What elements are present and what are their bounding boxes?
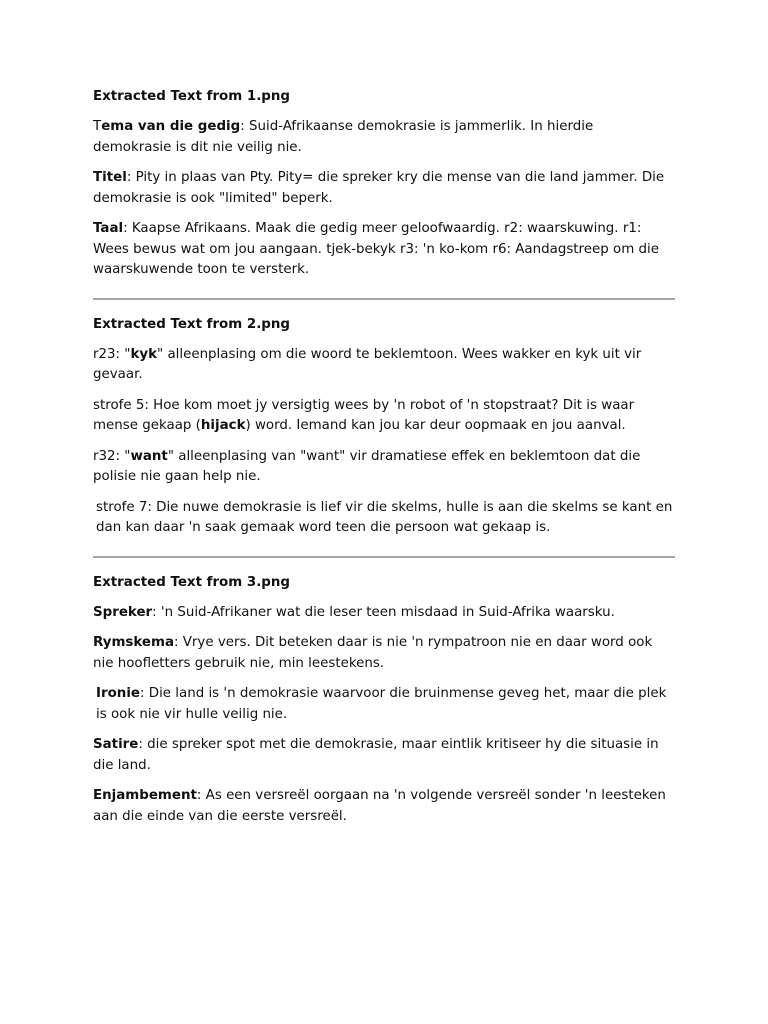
- paragraph-emphasis: hijack: [200, 418, 246, 433]
- paragraph-text-post: " alleenplasing om die woord te beklemtoon. Wees wakker en kyk uit vir gevaar.: [93, 346, 642, 382]
- paragraph-label-prefix: T: [93, 119, 102, 134]
- paragraph-text: : Kaapse Afrikaans. Maak die gedig meer geloofwaardig. r2: waarskuwing. r1: Wees bewus wat om jou aangaan. tjek-bekyk r3: 'n ko-kom r6: Aandagstreep om die waarskuwende toon te versterk.: [93, 221, 659, 277]
- paragraph-titel: [93, 168, 675, 209]
- paragraph-rymskema: [93, 633, 675, 674]
- paragraph-label: Enjambement: [93, 788, 197, 803]
- paragraph-spreker: [93, 603, 675, 624]
- paragraph-label: Satire: [93, 737, 139, 752]
- paragraph-label: ema van die gedig: [101, 119, 241, 134]
- section-divider: [93, 556, 675, 558]
- section-2: [93, 315, 675, 539]
- paragraph-label: Spreker: [93, 604, 153, 620]
- paragraph-taal: [93, 219, 675, 281]
- paragraph-text-pre: r32: ": [93, 448, 131, 464]
- paragraph-text-pre: r23: ": [93, 346, 131, 362]
- paragraph-label: Rymskema: [93, 635, 174, 650]
- paragraph-ironie: [93, 684, 675, 725]
- paragraph-r32: [93, 447, 675, 488]
- paragraph-text: strofe 7: Die nuwe demokrasie is lief vir die skelms, hulle is aan die skelms se kant en dan kan daar 'n saak gemaak word teen die persoon wat gekaap is.: [96, 499, 673, 535]
- document-page: [93, 87, 675, 837]
- paragraph-satire: [93, 735, 675, 776]
- section-divider: [93, 298, 675, 300]
- paragraph-text: : As een versreël oorgaan na 'n volgende versreël sonder 'n leesteken aan die einde van die eerste versreël.: [93, 788, 666, 824]
- paragraph-enjambement: [93, 786, 675, 827]
- paragraph-text: : Vrye vers. Dit beteken daar is nie 'n rympatroon nie en daar word ook nie hoofletters gebruik nie, min leestekens.: [93, 635, 653, 671]
- section-title: Extracted Text from 3.png: [93, 574, 290, 590]
- paragraph-label: Titel: [93, 170, 127, 185]
- paragraph-text: : Die land is 'n demokrasie waarvoor die bruinmense geveg het, maar die plek is ook nie vir hulle veilig nie.: [96, 686, 667, 722]
- section-title: Extracted Text from 1.png: [93, 89, 290, 104]
- paragraph-text: : Pity in plaas van Pty. Pity= die spreker kry die mense van die land jammer. Die demokrasie is ook "limited" beperk.: [93, 170, 665, 206]
- paragraph-text: : 'n Suid-Afrikaner wat die leser teen misdaad in Suid-Afrika waarsku.: [152, 604, 615, 620]
- paragraph-text: : die spreker spot met die demokrasie, maar eintlik kritiseer hy die situasie in die land.: [93, 737, 659, 773]
- paragraph-label: Ironie: [96, 686, 140, 701]
- paragraph-text: : Suid-Afrikaanse demokrasie is jammerlik. In hierdie demokrasie is dit nie veilig nie.: [93, 119, 594, 155]
- paragraph-text-post: ) word. Iemand kan jou kar deur oopmaak en jou aanval.: [245, 418, 626, 433]
- paragraph-text-post: " alleenplasing van "want" vir dramatiese effek en beklemtoon dat die polisie nie gaan help nie.: [93, 448, 641, 484]
- paragraph-tema: [93, 117, 675, 158]
- section-1: [93, 87, 675, 281]
- paragraph-text-pre: strofe 5: Hoe kom moet jy versigtig wees by 'n robot of 'n stopstraat? Dit is waar mense gekaap (: [93, 397, 635, 433]
- paragraph-emphasis: want: [130, 448, 168, 464]
- paragraph-strofe-5: [93, 396, 675, 437]
- paragraph-emphasis: kyk: [130, 346, 158, 362]
- paragraph-label: Taal: [93, 221, 124, 236]
- paragraph-strofe-7: [93, 498, 675, 539]
- paragraph-r23: [93, 345, 675, 386]
- section-3: [93, 573, 675, 828]
- section-title: Extracted Text from 2.png: [93, 316, 290, 332]
